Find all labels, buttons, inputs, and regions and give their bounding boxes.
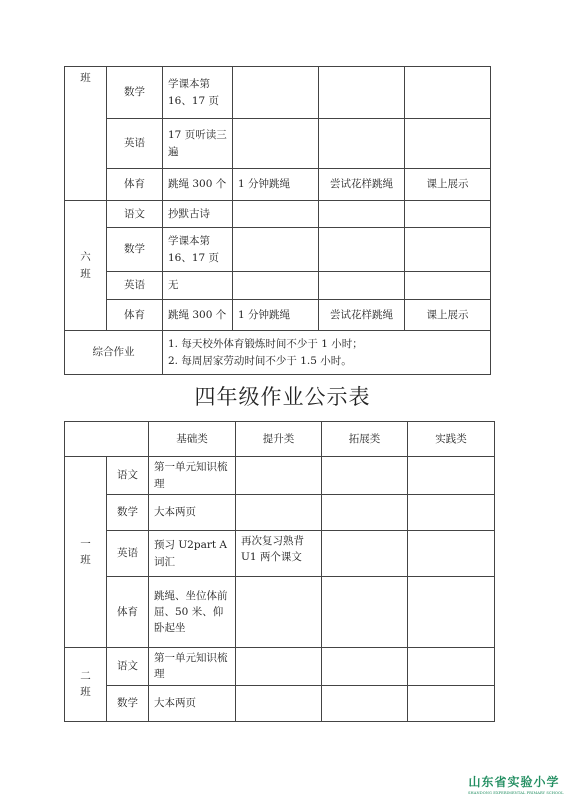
extend-cell: 尝试花样跳绳: [319, 300, 405, 331]
practice-cell: 课上展示: [405, 300, 491, 331]
summary-label: 综合作业: [65, 331, 163, 375]
practice-cell: [408, 531, 495, 577]
page-title: 四年级作业公示表: [194, 385, 371, 409]
grade-table-continued: [64, 66, 491, 375]
extend-cell: [322, 495, 408, 531]
advance-cell: [233, 119, 319, 169]
basic-cell: 跳绳 300 个: [163, 169, 233, 201]
practice-cell: [405, 201, 491, 228]
subject-cell: 英语: [107, 531, 149, 577]
basic-cell: 跳绳、坐位体前 屈、50 米、仰 卧起坐: [149, 577, 236, 648]
subject-cell: 数学: [107, 67, 163, 119]
advance-cell: 1 分钟跳绳: [233, 300, 319, 331]
class-label: 六 班: [65, 201, 107, 331]
basic-cell: 第一单元知识梳 理: [149, 648, 236, 686]
extend-cell: [322, 685, 408, 721]
basic-cell: 无: [163, 272, 233, 300]
extend-cell: [319, 119, 405, 169]
subject-cell: 语文: [107, 648, 149, 686]
advance-cell: [233, 67, 319, 119]
advance-cell: [236, 577, 322, 648]
practice-cell: [405, 119, 491, 169]
practice-cell: 课上展示: [405, 169, 491, 201]
subject-cell: 数学: [107, 685, 149, 721]
advance-cell: [236, 648, 322, 686]
subject-cell: 体育: [107, 577, 149, 648]
header-practice: 实践类: [408, 422, 495, 457]
school-logo: [468, 773, 564, 795]
advance-cell: [233, 228, 319, 272]
extend-cell: [319, 67, 405, 119]
practice-cell: [408, 495, 495, 531]
subject-cell: 体育: [107, 300, 163, 331]
advance-cell: [236, 685, 322, 721]
advance-cell: [236, 457, 322, 495]
practice-cell: [408, 685, 495, 721]
advance-cell: [233, 272, 319, 300]
practice-cell: [405, 228, 491, 272]
advance-cell: [233, 201, 319, 228]
extend-cell: [322, 531, 408, 577]
header-advance: 提升类: [236, 422, 322, 457]
school-name-en: SHANDONG EXPERIMENTAL PRIMARY SCHOOL: [468, 791, 564, 795]
extend-cell: [322, 457, 408, 495]
practice-cell: [405, 272, 491, 300]
header-corner: [65, 422, 149, 457]
basic-cell: 第一单元知识梳 理: [149, 457, 236, 495]
basic-cell: 跳绳 300 个: [163, 300, 233, 331]
practice-cell: [408, 457, 495, 495]
extend-cell: [319, 228, 405, 272]
grade4-homework-table: [64, 421, 495, 722]
extend-cell: 尝试花样跳绳: [319, 169, 405, 201]
subject-cell: 体育: [107, 169, 163, 201]
extend-cell: [319, 272, 405, 300]
advance-cell: 再次复习熟背 U1 两个课文: [236, 531, 322, 577]
basic-cell: 抄默古诗: [163, 201, 233, 228]
subject-cell: 数学: [107, 228, 163, 272]
basic-cell: 学课本第 16、17 页: [163, 228, 233, 272]
basic-cell: 大本两页: [149, 685, 236, 721]
extend-cell: [319, 201, 405, 228]
basic-cell: 学课本第 16、17 页: [163, 67, 233, 119]
advance-cell: 1 分钟跳绳: [233, 169, 319, 201]
advance-cell: [236, 495, 322, 531]
practice-cell: [405, 67, 491, 119]
subject-cell: 语文: [107, 457, 149, 495]
extend-cell: [322, 577, 408, 648]
practice-cell: [408, 648, 495, 686]
summary-content: 1. 每天校外体育锻炼时间不少于 1 小时； 2. 每周居家劳动时间不少于 1.5 小时。: [163, 331, 491, 375]
subject-cell: 英语: [107, 119, 163, 169]
header-extend: 拓展类: [322, 422, 408, 457]
basic-cell: 17 页听读三 遍: [163, 119, 233, 169]
subject-cell: 语文: [107, 201, 163, 228]
class-label: 一 班: [65, 457, 107, 648]
basic-cell: 大本两页: [149, 495, 236, 531]
subject-cell: 数学: [107, 495, 149, 531]
subject-cell: 英语: [107, 272, 163, 300]
practice-cell: [408, 577, 495, 648]
class-label: 二 班: [65, 648, 107, 722]
school-name-cn: 山东省实验小学: [468, 775, 560, 789]
class-label: 班: [65, 67, 107, 201]
extend-cell: [322, 648, 408, 686]
header-basic: 基础类: [149, 422, 236, 457]
basic-cell: 预习 U2part A 词汇: [149, 531, 236, 577]
